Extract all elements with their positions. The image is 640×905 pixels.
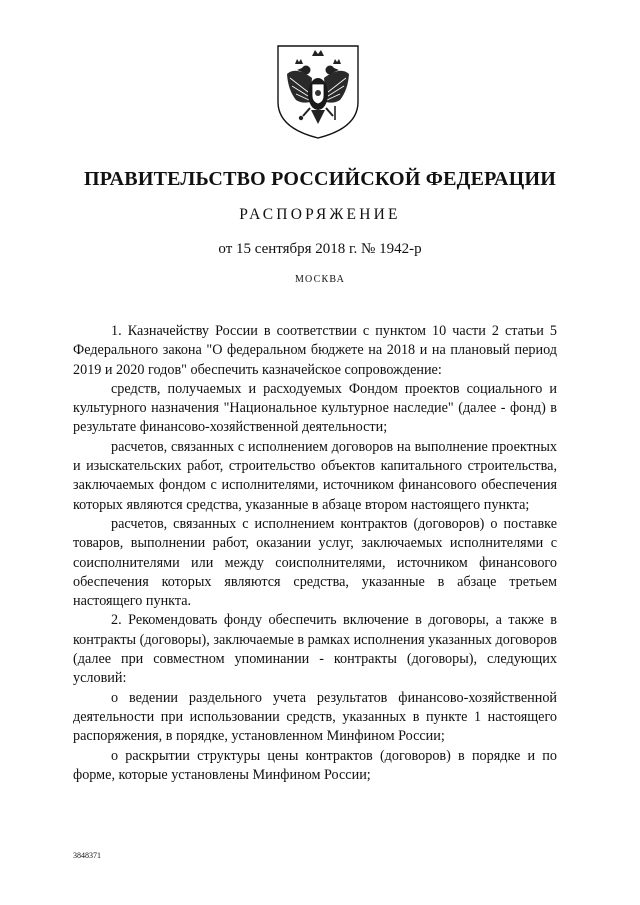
coat-of-arms-icon [276, 44, 360, 140]
page-title: ПРАВИТЕЛЬСТВО РОССИЙСКОЙ ФЕДЕРАЦИИ [84, 168, 556, 190]
document-body [73, 322, 557, 785]
paragraph: средств, получаемых и расходуемых Фондом проектов социального и культурного назначения "Национальное культурное наследие" (далее - фонд) в результате финансово-хозяйственной деятельности; [73, 380, 557, 436]
document-type: РАСПОРЯЖЕНИЕ [239, 206, 401, 223]
document-city: МОСКВА [294, 274, 346, 285]
paragraph: 2. Рекомендовать фонду обеспечить включение в договоры, а также в контракты (договоры), заключаемые в рамках исполнения указанных договоров (далее при совместном упоминании - контракты (договоры), следующих условий: [73, 612, 557, 687]
paragraph: расчетов, связанных с исполнением контрактов (договоров) о поставке товаров, выполнении работ, оказании услуг, заключаемых исполнителями с соисполнителями или между соисполнителями, источником финансового обеспечения которых являются средства, указанные в абзаце третьем настоящего пункта. [73, 515, 557, 610]
paragraph: о ведении раздельного учета результатов финансово-хозяйственной деятельности при использовании средств, указанных в пункте 1 настоящего распоряжения, в порядке, установленном Минфином России; [73, 689, 557, 745]
paragraph: 1. Казначейству России в соответствии с пунктом 10 части 2 статьи 5 Федерального закона "О федеральном бюджете на 2018 и на плановый период 2019 и 2020 годов" обеспечить казначейское сопровождение: [73, 323, 557, 378]
document-date-number: от 15 сентября 2018 г. № 1942-р [218, 241, 422, 257]
paragraph: о раскрытии структуры цены контрактов (договоров) в порядке и по форме, которые установлены Минфином России; [73, 747, 557, 783]
page-code: 3848371 [73, 851, 101, 860]
paragraph: расчетов, связанных с исполнением договоров на выполнение проектных и изыскательских работ, строительство объектов капитального строительства, заключаемых фондом с исполнителями, источником финансового обеспечения которых являются средства, указанные в абзаце втором настоящего пункта; [73, 438, 557, 513]
